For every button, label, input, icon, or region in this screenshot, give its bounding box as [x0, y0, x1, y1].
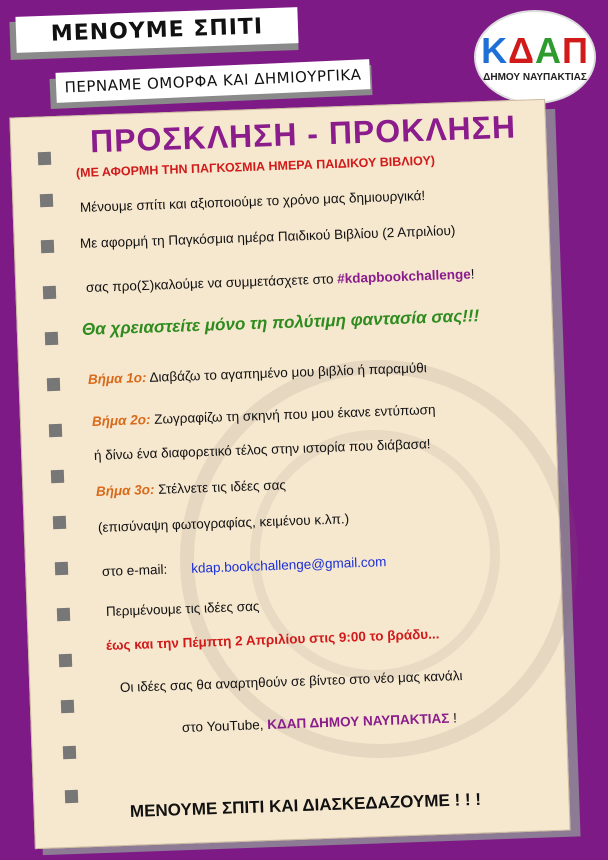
checkbox-icon	[55, 562, 68, 575]
intro-line-1: Μένουμε σπίτι και αξιοποιούμε το χρόνο μας δημιουργικά!	[79, 187, 426, 215]
deadline-line: έως και την Πέμπτη 2 Απριλίου στις 9:00 το βράδυ...	[105, 626, 440, 653]
checkbox-icon	[59, 654, 72, 667]
intro-line-3-prefix: σας προ(Σ)καλούμε να συμμετάσχετε στο	[85, 271, 338, 295]
checkbox-icon	[61, 700, 74, 713]
step1-label: Βήμα 1ο:	[87, 369, 147, 387]
logo-letter: Π	[561, 29, 589, 71]
youtube-suffix: !	[449, 710, 458, 726]
checkbox-icon	[41, 240, 54, 253]
email-link[interactable]: kdap.bookchallenge@gmail.com	[190, 554, 387, 576]
invitation-title: ΠΡΟΣΚΛΗΣΗ - ΠΡΟΚΛΗΣΗ	[89, 108, 517, 160]
ribbon1-text: ΜΕΝΟΥΜΕ ΣΠΙΤΙ	[50, 13, 264, 47]
logo-letter: Δ	[508, 29, 535, 71]
kdap-logo	[474, 10, 596, 104]
checkbox-icon	[51, 470, 64, 483]
checkbox-icon	[38, 152, 51, 165]
step2-continuation: ή δίνω ένα διαφορετικό τέλος στην ιστορία που διάβασα!	[93, 436, 431, 463]
logo-letter: Α	[534, 29, 562, 71]
closing-line: ΜΕΝΟΥΜΕ ΣΠΙΤΙ ΚΑΙ ΔΙΑΣΚΕΔΑΖΟΥΜΕ ! ! !	[129, 789, 482, 821]
imagination-line: Θα χρειαστείτε μόνο τη πολύτιμη φαντασία σας!!!	[81, 306, 480, 339]
occasion-text: (ΜΕ ΑΦΟΡΜΗ ΤΗΝ ΠΑΓΚΟΣΜΙΑ ΗΜΕΡΑ ΠΑΙΔΙΚΟΥ ΒΙΒΛΙΟΥ)	[75, 153, 436, 180]
step3-label: Βήμα 3ο:	[95, 481, 155, 499]
checkbox-icon	[63, 746, 76, 759]
intro-line-2: Με αφορμή τη Παγκόσμια ημέρα Παιδικού Βιβλίου (2 Απριλίου)	[79, 222, 456, 251]
checkbox-icon	[43, 286, 56, 299]
upload-line: Οι ιδέες σας θα αναρτηθούν σε βίντεο στο νέο μας κανάλι	[119, 668, 463, 695]
checkbox-icon	[65, 790, 78, 803]
checkbox-icon	[47, 378, 60, 391]
channel-name: ΚΔΑΠ ΔΗΜΟΥ ΝΑΥΠΑΚΤΙΑΣ	[266, 710, 450, 733]
step2-text: Ζωγραφίζω τη σκηνή που μου έκανε εντύπωση	[150, 402, 436, 427]
step3-text: Στέλνετε τις ιδέες σας	[154, 477, 287, 497]
intro-line-3-suffix: !	[470, 266, 475, 282]
waiting-line: Περιμένουμε τις ιδέες σας	[105, 598, 260, 619]
step3-continuation: (επισύναψη φωτογραφίας, κειμένου κ.λπ.)	[97, 511, 350, 535]
logo-letters	[481, 29, 589, 71]
logo-letter: Κ	[481, 29, 509, 71]
ribbon2-text: ΠΕΡΝΑΜΕ ΟΜΟΡΦΑ ΚΑΙ ΔΗΜΙΟΥΡΓΙΚΑ	[64, 65, 362, 97]
step1-text: Διαβάζω το αγαπημένο μου βιβλίο ή παραμύθι	[146, 360, 427, 385]
youtube-prefix: στο YouTube,	[181, 717, 268, 735]
checkbox-icon	[45, 332, 58, 345]
checkbox-icon	[53, 516, 66, 529]
logo-subtitle: ΔΗΜΟΥ ΝΑΥΠΑΚΤΙΑΣ	[483, 71, 587, 83]
hashtag: #kdapbookchallenge	[337, 266, 471, 287]
checkbox-icon	[57, 608, 70, 621]
step2-label: Βήμα 2ο:	[91, 411, 151, 429]
email-label: στο e-mail:	[101, 561, 168, 579]
checkbox-icon	[49, 424, 62, 437]
checkbox-icon	[40, 194, 53, 207]
